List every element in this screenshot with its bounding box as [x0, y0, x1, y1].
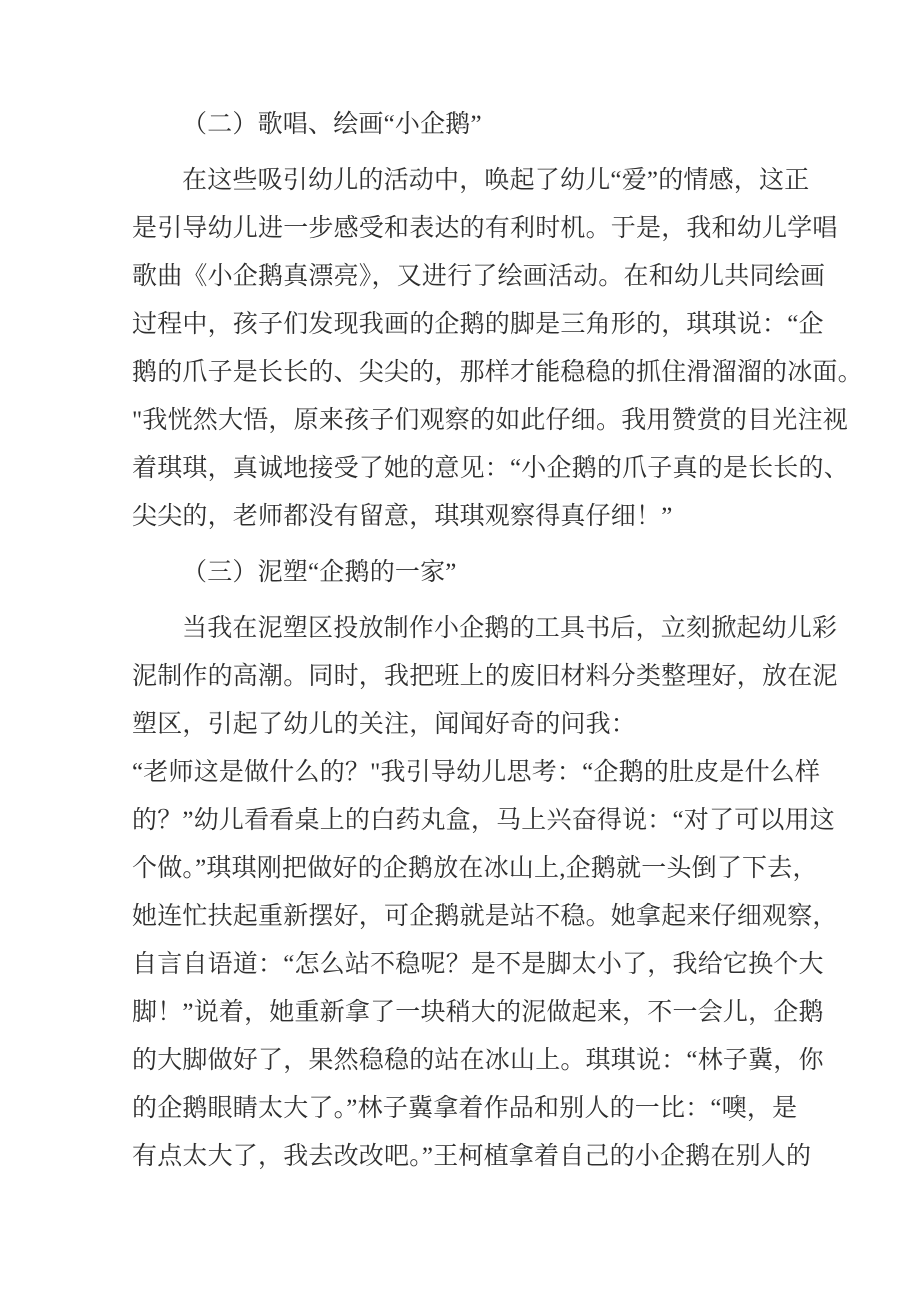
text-line: 过程中，孩子们发现我画的企鹅的脚是三角形的，琪琪说：“企 [132, 311, 824, 338]
section-heading: （三）泥塑“企鹅的一家” [182, 559, 457, 586]
text-line: 鹅的爪子是长长的、尖尖的，那样才能稳稳的抓住滑溜溜的冰面。 [132, 359, 863, 386]
text-line: "我恍然大悟，原来孩子们观察的如此仔细。我用赞赏的目光注视 [132, 407, 849, 434]
text-line: 歌曲《小企鹅真漂亮》，又进行了绘画活动。在和幼儿共同绘画 [132, 263, 826, 290]
text-line: 着琪琪，真诚地接受了她的意见：“小企鹅的爪子真的是长长的、 [132, 455, 849, 482]
text-line: 是引导幼儿进一步感受和表达的有利时机。于是，我和幼儿学唱 [132, 215, 838, 242]
text-line: “老师这是做什么的？"我引导幼儿思考：“企鹅的肚皮是什么样 [132, 759, 821, 786]
text-line: 的？”幼儿看看桌上的白药丸盒，马上兴奋得说：“对了可以用这 [132, 807, 835, 834]
text-line: 在这些吸引幼儿的活动中，唤起了幼儿“爱”的情感，这正 [182, 167, 810, 194]
text-line: 的大脚做好了，果然稳稳的站在冰山上。琪琪说：“林子冀，你 [132, 1047, 824, 1074]
document-body [132, 101, 863, 1181]
text-line: 个做。”琪琪刚把做好的企鹅放在冰山上,企鹅就一头倒了下去， [132, 855, 818, 882]
text-line: 脚！”说着，她重新拿了一块稍大的泥做起来，不一会儿，企鹅 [132, 999, 824, 1026]
section-heading: （二）歌唱、绘画“小企鹅” [182, 111, 482, 138]
text-line: 的企鹅眼睛太大了。”林子冀拿着作品和别人的一比：“噢，是 [132, 1095, 798, 1122]
text-line: 她连忙扶起重新摆好，可企鹅就是站不稳。她拿起来仔细观察， [132, 903, 838, 930]
text-line: 有点太大了，我去改改吧。”王柯植拿着自己的小企鹅在别人的 [132, 1143, 812, 1170]
text-line: 泥制作的高潮。同时，我把班上的废旧材料分类整理好，放在泥 [132, 663, 838, 690]
text-line: 自言自语道：“怎么站不稳呢？是不是脚太小了，我给它换个大 [132, 951, 824, 978]
text-line: 尖尖的，老师都没有留意，琪琪观察得真仔细！” [132, 503, 673, 530]
text-line: 当我在泥塑区投放制作小企鹅的工具书后，立刻掀起幼儿彩 [182, 615, 838, 642]
text-line: 塑区，引起了幼儿的关注，闻闻好奇的问我： [132, 711, 637, 738]
